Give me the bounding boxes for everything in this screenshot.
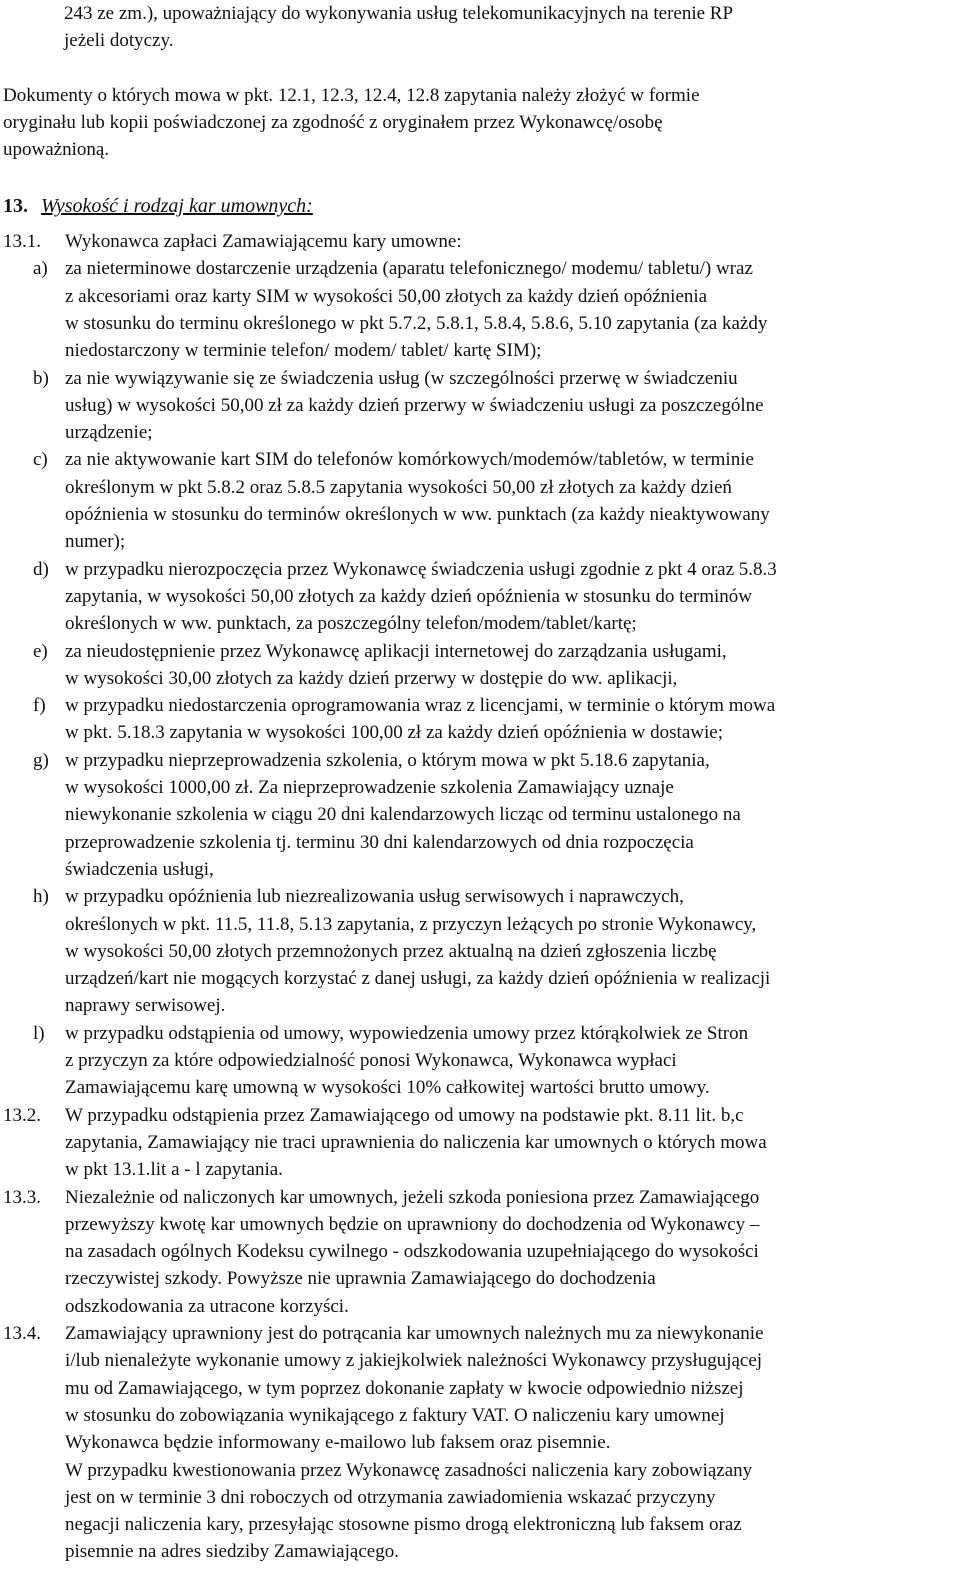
- body-line: [0, 639, 960, 665]
- line-text: zapytania, w wysokości 50,00 złotych za każdy dzień opóźnienia w stosunku do terminów: [65, 585, 752, 607]
- line-text: Wykonawca zapłaci Zamawiającemu kary umowne:: [65, 231, 462, 252]
- line-text: określonych w ww. punktach, za poszczególny telefon/modem/tablet/kartę;: [65, 613, 637, 635]
- item-letter: h): [33, 886, 49, 908]
- line-text: w pkt. 5.18.3 zapytania w wysokości 100,00 zł za każdy dzień opóźnienia w dostawie;: [65, 722, 723, 744]
- line-text: Zamawiający uprawniony jest do potrącania kar umownych należnych mu za niewykonanie: [65, 1323, 764, 1344]
- item-letter: e): [33, 640, 48, 662]
- line-text: w przypadku nierozpoczęcia przez Wykonawcę świadczenia usługi zgodnie z pkt 4 oraz 5.8.3: [65, 558, 777, 580]
- body-line: [0, 720, 960, 746]
- body-line: [0, 420, 960, 446]
- body-line: [0, 611, 960, 637]
- line-text: za nie aktywowanie kart SIM do telefonów komórkowych/modemów/tabletów, w terminie: [65, 449, 754, 471]
- body-line: [0, 1130, 960, 1156]
- line-text: urządzeń/kart nie mogących korzystać z danej usługi, za każdy dzień opóźnienia w realizacji: [65, 968, 771, 990]
- body-line: [0, 1403, 960, 1429]
- line-text: w przypadku opóźnienia lub niezrealizowania usług serwisowych i naprawczych,: [65, 886, 684, 908]
- item-letter: f): [33, 695, 46, 717]
- line-text: z akcesoriami oraz karty SIM w wysokości 50,00 złotych za każdy dzień opóźnienia: [65, 285, 708, 307]
- line-text: w stosunku do terminu określonego w pkt 5.7.2, 5.8.1, 5.8.4, 5.8.6, 5.10 zapytania (za każdy: [65, 312, 768, 334]
- line-text: określonym w pkt 5.8.2 oraz 5.8.5 zapytania wysokości 50,00 zł złotych za każdy dzień: [65, 476, 732, 498]
- body-line: [0, 256, 960, 282]
- item-letter: c): [33, 449, 48, 471]
- body-line: [0, 1348, 960, 1374]
- line-text: rzeczywistej szkody. Powyższe nie uprawnia Zamawiającego do dochodzenia: [65, 1268, 656, 1290]
- line-text: jeżeli dotyczy.: [64, 30, 174, 51]
- body-line: [0, 748, 960, 774]
- line-text: w przypadku odstąpienia od umowy, wypowiedzenia umowy przez którąkolwiek ze Stron: [65, 1022, 749, 1044]
- line-text: w przypadku niedostarczenia oprogramowania wraz z licencjami, w terminie o którym mowa: [65, 695, 776, 717]
- item-letter: d): [33, 558, 49, 580]
- body-line: [0, 393, 960, 419]
- line-text: za nieudostępnienie przez Wykonawcę aplikacji internetowej do zarządzania usługami,: [65, 640, 727, 662]
- line-text: naprawy serwisowej.: [65, 995, 226, 1017]
- line-text: w wysokości 1000,00 zł. Za nieprzeprowadzenie szkolenia Zamawiający uznaje: [65, 777, 674, 798]
- body-line: [0, 802, 960, 828]
- line-text: w pkt 13.1.lit a - l zapytania.: [65, 1159, 283, 1181]
- line-text: Niezależnie od naliczonych kar umownych, jeżeli szkoda poniesiona przez Zamawiającego: [65, 1186, 760, 1208]
- body-line: [0, 666, 960, 692]
- section-title: Wysokość i rodzaj kar umownych:: [41, 195, 313, 217]
- subsection-number: 13.4.: [3, 1323, 41, 1344]
- body-line: [0, 912, 960, 938]
- subsection-number: 13.1.: [3, 231, 41, 252]
- line-text: w przypadku nieprzeprowadzenia szkolenia, o którym mowa w pkt 5.18.6 zapytania,: [65, 749, 710, 771]
- line-text: Zamawiającemu karę umowną w wysokości 10% całkowitej wartości brutto umowy.: [65, 1077, 710, 1099]
- body-line: [0, 1512, 960, 1538]
- line-text: świadczenia usługi,: [65, 858, 214, 880]
- line-text: z przyczyn za które odpowiedzialność ponosi Wykonawca, Wykonawca wypłaci: [65, 1050, 677, 1071]
- line-text: Wykonawca będzie informowany e-mailowo lub faksem oraz pisemnie.: [65, 1432, 611, 1454]
- body-line: [0, 775, 960, 801]
- line-text: przewyższy kwotę kar umownych będzie on uprawniony do dochodzenia od Wykonawcy –: [65, 1213, 760, 1235]
- line-text: na zasadach ogólnych Kodeksu cywilnego - odszkodowania uzupełniającego do wysokości: [65, 1241, 759, 1263]
- intro-line: [0, 1, 960, 27]
- body-line: [0, 1321, 960, 1347]
- line-text: 243 ze zm.), upoważniający do wykonywania usług telekomunikacyjnych na terenie RP: [64, 3, 734, 24]
- line-text: przeprowadzenie szkolenia tj. terminu 30 dni kalendarzowych od dnia rozpoczęcia: [65, 831, 694, 853]
- body-line: [0, 1048, 960, 1074]
- line-text: numer);: [65, 531, 126, 553]
- body-line: [0, 1185, 960, 1211]
- body-line: [0, 884, 960, 910]
- section-heading: [0, 193, 960, 219]
- line-text: w wysokości 30,00 złotych za każdy dzień przerwy w dostępie do ww. aplikacji,: [65, 667, 678, 689]
- body-line: [0, 1075, 960, 1101]
- docs-paragraph-line: [0, 110, 960, 136]
- section-number: 13.: [3, 195, 28, 217]
- line-text: w wysokości 50,00 złotych przemnożonych przez aktualną na dzień zgłoszenia liczbę: [65, 940, 717, 962]
- line-text: i/lub nienależyte wykonanie umowy z jakiejkolwiek należności Wykonawcy przysługującej: [65, 1350, 763, 1372]
- line-text: opóźnienia w stosunku do terminów określonych w ww. punktach (za każdy nieaktywowany: [65, 504, 770, 525]
- body-line: [0, 1458, 960, 1484]
- body-line: [0, 1485, 960, 1511]
- body-line: [0, 229, 960, 255]
- body-line: [0, 366, 960, 392]
- line-text: za nie wywiązywanie się ze świadczenia usług (w szczególności przerwę w świadczeniu: [65, 367, 738, 389]
- body-line: [0, 447, 960, 473]
- line-text: pisemnie na adres siedziby Zamawiającego.: [65, 1541, 399, 1563]
- body-line: [0, 693, 960, 719]
- item-letter: a): [33, 258, 48, 280]
- line-text: w stosunku do zobowiązania wynikającego z faktury VAT. O naliczeniu kary umownej: [65, 1404, 725, 1426]
- line-text: odszkodowania za utracone korzyści.: [65, 1295, 349, 1317]
- body-line: [0, 1430, 960, 1456]
- line-text: mu od Zamawiającego, w tym poprzez dokonanie zapłaty w kwocie odpowiednio niższej: [65, 1377, 744, 1399]
- line-text: upoważnioną.: [3, 139, 110, 160]
- body-line: [0, 338, 960, 364]
- body-line: [0, 1376, 960, 1402]
- body-line: [0, 1294, 960, 1320]
- item-letter: l): [33, 1022, 45, 1044]
- body-line: [0, 1212, 960, 1238]
- line-text: oryginału lub kopii poświadczonej za zgodność z oryginałem przez Wykonawcę/osobę: [3, 112, 663, 133]
- line-text: za nieterminowe dostarczenie urządzenia (aparatu telefonicznego/ modemu/ tabletu/) wraz: [65, 258, 753, 280]
- body-line: [0, 529, 960, 555]
- body-line: [0, 1266, 960, 1292]
- docs-paragraph-line: [0, 83, 960, 109]
- body-line: [0, 584, 960, 610]
- body-line: [0, 557, 960, 583]
- body-line: [0, 1239, 960, 1265]
- line-text: niedostarczony w terminie telefon/ modem/ tablet/ kartę SIM);: [65, 340, 542, 362]
- line-text: urządzenie;: [65, 422, 153, 444]
- line-text: W przypadku kwestionowania przez Wykonawcę zasadności naliczenia kary zobowiązany: [65, 1459, 753, 1481]
- line-text: Dokumenty o których mowa w pkt. 12.1, 12.3, 12.4, 12.8 zapytania należy złożyć w formie: [3, 85, 700, 106]
- body-line: [0, 284, 960, 310]
- line-text: usług) w wysokości 50,00 zł za każdy dzień przerwy w świadczeniu usługi za poszczególne: [65, 394, 764, 416]
- body-line: [0, 1157, 960, 1183]
- line-text: niewykonanie szkolenia w ciągu 20 dni kalendarzowych licząc od terminu ustalonego na: [65, 804, 741, 826]
- body-line: [0, 1021, 960, 1047]
- docs-paragraph-line: [0, 137, 960, 163]
- body-line: [0, 311, 960, 337]
- body-line: [0, 1539, 960, 1565]
- body-line: [0, 1103, 960, 1129]
- line-text: określonych w pkt. 11.5, 11.8, 5.13 zapytania, z przyczyn leżących po stronie Wykonawcy,: [65, 913, 757, 935]
- body-line: [0, 993, 960, 1019]
- subsection-number: 13.3.: [3, 1186, 41, 1208]
- body-line: [0, 966, 960, 992]
- body-line: [0, 857, 960, 883]
- body-line: [0, 475, 960, 501]
- subsection-number: 13.2.: [3, 1104, 41, 1126]
- body-line: [0, 939, 960, 965]
- body-line: [0, 502, 960, 528]
- item-letter: g): [33, 749, 49, 771]
- body-line: [0, 830, 960, 856]
- item-letter: b): [33, 367, 49, 389]
- line-text: negacji naliczenia kary, przesyłając stosowne pismo drogą elektroniczną lub faksem oraz: [65, 1514, 742, 1536]
- line-text: jest on w terminie 3 dni roboczych od otrzymania zawiadomienia wskazać przyczyny: [65, 1486, 716, 1508]
- intro-line: [0, 28, 960, 54]
- line-text: W przypadku odstąpienia przez Zamawiającego od umowy na podstawie pkt. 8.11 lit. b,c: [65, 1104, 744, 1126]
- line-text: zapytania, Zamawiający nie traci uprawnienia do naliczenia kar umownych o których mowa: [65, 1131, 767, 1153]
